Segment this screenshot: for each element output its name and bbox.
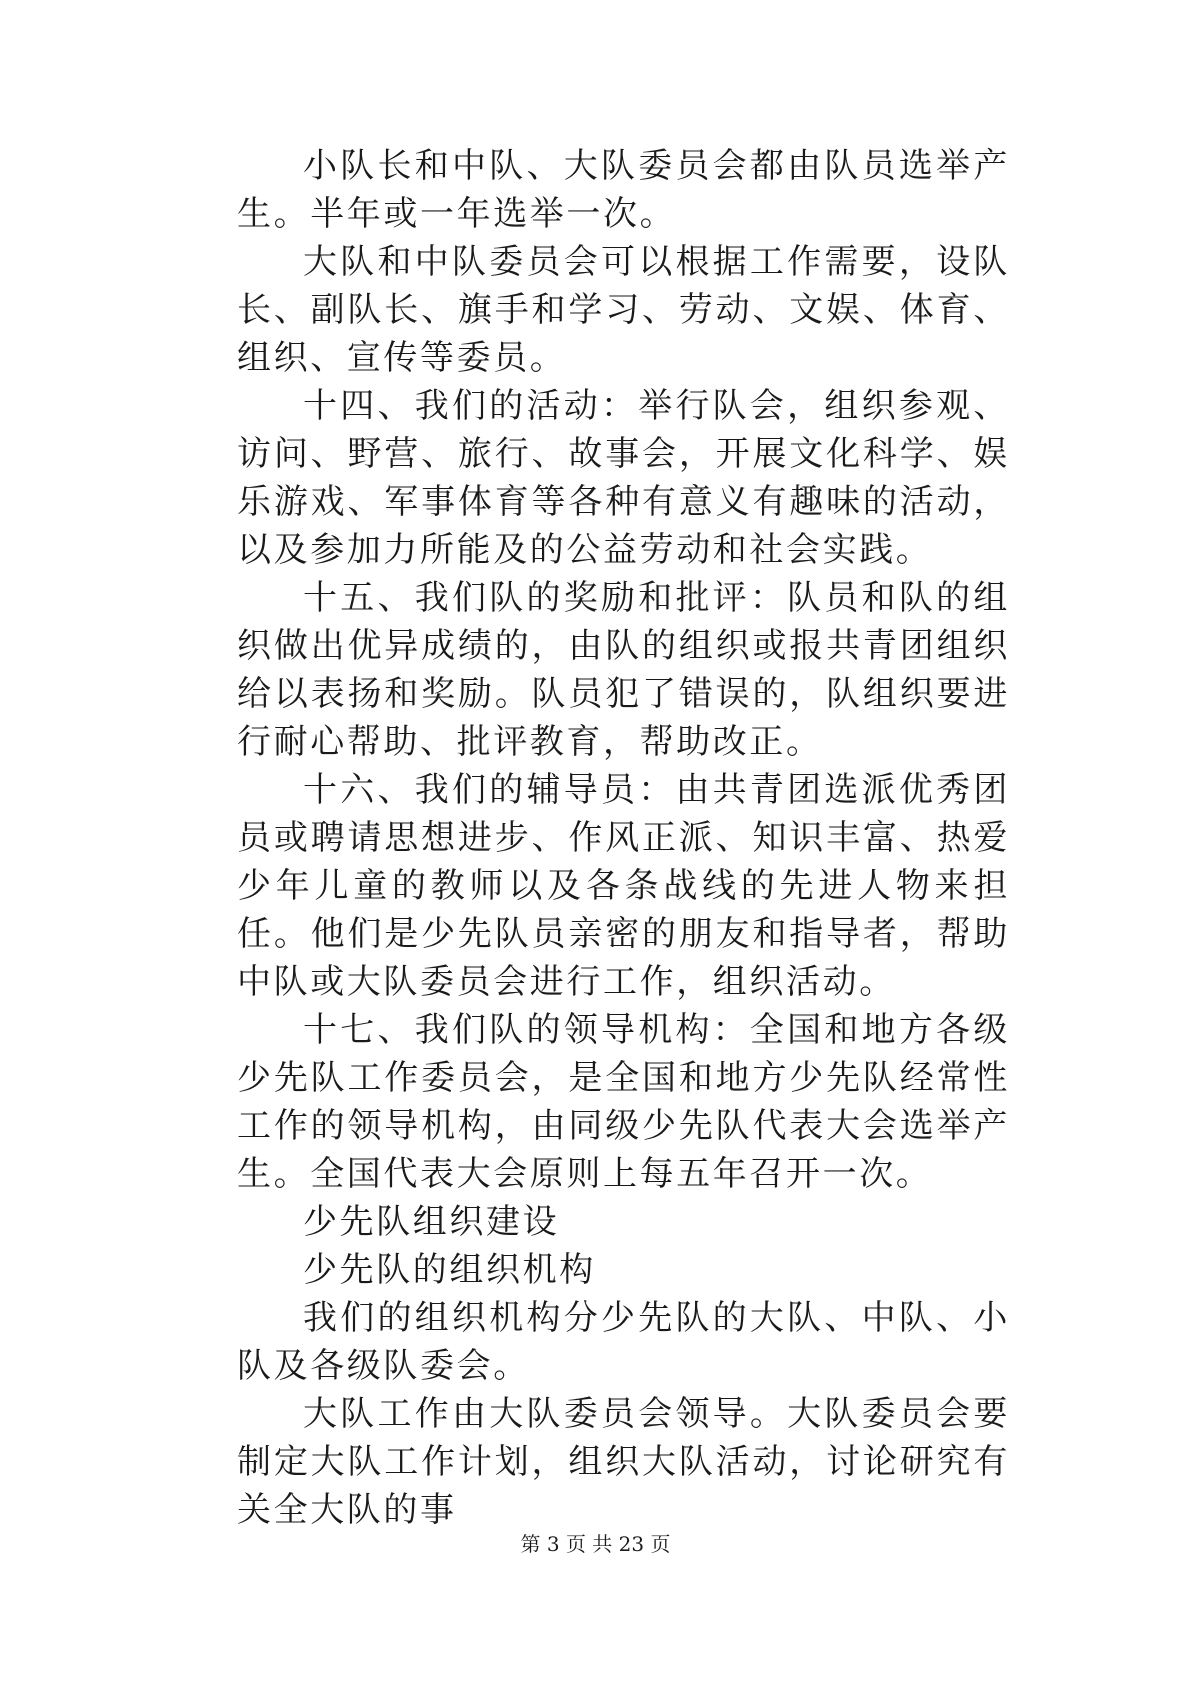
paragraph: 十七、我们队的领导机构：全国和地方各级少先队工作委员会，是全国和地方少先队经常性工作的领导机构，由同级少先队代表大会选举产生。全国代表大会原则上每五年召开一次。	[237, 1010, 1010, 1194]
paragraph: 十六、我们的辅导员：由共青团选派优秀团员或聘请思想进步、作风正派、知识丰富、热爱少年儿童的教师以及各条战线的先进人物来担任。他们是少先队员亲密的朋友和指导者，帮助中队或大队委员会进行工作，组织活动。	[237, 770, 1010, 1002]
paragraph: 我们的组织机构分少先队的大队、中队、小队及各级队委会。	[237, 1298, 1010, 1386]
paragraph: 大队工作由大队委员会领导。大队委员会要制定大队工作计划，组织大队活动，讨论研究有关全大队的事	[237, 1394, 1010, 1530]
paragraph: 大队和中队委员会可以根据工作需要，设队长、副队长、旗手和学习、劳动、文娱、体育、组织、宣传等委员。	[237, 242, 1010, 378]
section-heading: 少先队组织建设	[303, 1202, 560, 1242]
paragraph: 十四、我们的活动：举行队会，组织参观、访问、野营、旅行、故事会，开展文化科学、娱乐游戏、军事体育等各种有意义有趣味的活动，以及参加力所能及的公益劳动和社会实践。	[237, 386, 1010, 570]
page-number-footer: 第 3 页 共 23 页	[520, 1532, 671, 1556]
paragraph: 十五、我们队的奖励和批评：队员和队的组织做出优异成绩的，由队的组织或报共青团组织给以表扬和奖励。队员犯了错误的，队组织要进行耐心帮助、批评教育，帮助改正。	[237, 578, 1010, 762]
section-heading: 少先队的组织机构	[303, 1250, 596, 1290]
body-text	[237, 142, 1010, 1534]
paragraph: 小队长和中队、大队委员会都由队员选举产生。半年或一年选举一次。	[237, 146, 1010, 234]
